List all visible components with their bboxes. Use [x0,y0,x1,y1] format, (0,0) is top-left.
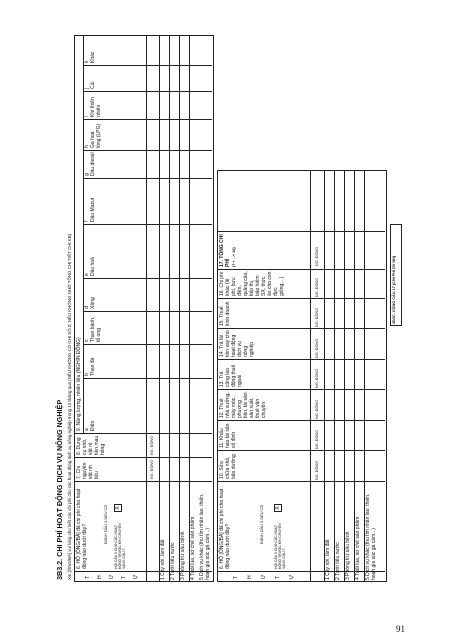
table-row: 1 Cày xới, làm đất [325,539,331,580]
table-row: 5 Dịch vụ khác (thu tỉm nhân lao. thiến, hoạn gia súc gà cầm...) [365,493,377,580]
col12-header: 12. Thuê nhà xưởng, máy móc, phương tiện, tài sản sản xuất, thuê vận chuyển [219,392,267,418]
table-row: 1 Cày xới, làm đất [160,539,166,580]
unit-label: NG. ĐỒNG [315,368,319,388]
total-label: 3B3C. CỘNG CẦU 17 (CHI PHÍ DV NN) [392,255,396,324]
col11-header: 11. Khấu hao tài sản cố định [219,423,237,448]
unit-label: NG. ĐỒNG [315,277,319,297]
subcol-natural-gas: i Khí thiên nhiên [84,97,102,117]
subcol-mazut: f Dầu Mazut [84,197,96,222]
stt-letter: T [85,575,91,579]
unit-label: NG. ĐỒNG [315,307,319,327]
subcol-electric: a Điện [84,420,96,431]
table-row: 3 Phòng trừ sâu bệnh [180,531,186,580]
page-title: 3B3.2. CHI PHÍ HOẠT ĐỘNG DỊCH VỤ NÔNG NGHIỆP [55,399,64,580]
col10-header: 10. Sửa chữa nhỏ, bảo dưỡng [219,454,237,479]
subcol-diesel: g Dầu diesel [84,152,96,176]
col13-header: 13. Trả công lao động thuê ngoài [219,364,243,387]
stt-letter: H [247,575,253,579]
col16-header: 16. Chi phí khác (lệ phí, bưu điện, quảng cáo, tiếp thị, bảo hiểm SX, thức ăn cho con đực giống,...) [219,271,285,296]
col7-header: 7. Chi nguyên vật nh liệu [76,462,100,479]
table-row: 2 Tưới tiêu nước [170,542,176,580]
stt-letter: Ự [133,574,139,579]
unit-label: NG. ĐỒNG [150,459,154,479]
checkbox[interactable]: X [274,504,282,512]
subcol-gasoline: d Xăng [84,297,96,309]
unit-label: NG. ĐỒNG [315,246,319,266]
table-row: 2 Tưới tiêu nước [335,542,341,580]
col15-header: 15. Thuế kinh doanh [219,301,231,326]
table-row: 3 Phòng trừ sâu bệnh [345,531,351,580]
stt-letter: H [97,575,103,579]
col8-header: 8. Dụng cụ nhỏ, vật rẻ tiền mau hỏng [76,435,106,455]
table-row: 5 Dịch vụ khác (thu tỉm nhân lao. thiến, hoạn gia súc gà cầm...) [199,493,211,580]
subcol-kerosene: e Dầu hoả [84,257,96,276]
col6-header: 6. HỘ [ÔNG/BÀ] đã chi phí cho hoạt động nào dưới đây? [76,488,88,569]
stt-letter: Ứ [109,574,115,579]
subcol-briquette: c Than bánh, tổ ong [84,316,102,342]
rotated-page [52,26,402,586]
unit-label: NG. ĐỒNG [315,399,319,419]
unit-label: NG. ĐỒNG [315,338,319,358]
col14-header: 14. Trả lãi tiền vay cho hoạt động dịch vụ nông nghiệp [219,330,255,357]
stt-letter: Ự [289,574,295,579]
subcol-coal: b Than đá [84,357,96,376]
col6-note: HỎI CẦU 6 CHO CÁC HOẠT ĐỘNG TRƯỚC KHI CHUYỂN SANG CẦU 7 [114,523,127,569]
mark-instruction: ĐÁNH DẤU X NẾU CÓ [104,504,108,544]
col6-note: HỎI CẦU 6 CHO CÁC HOẠT ĐỘNG TRƯỚC KHI CHUYỂN SANG CẦU 7 [274,523,287,569]
col6-header: 6. HỘ [ÔNG/BÀ] đã chi phí cho hoạt động nào dưới đây? [219,488,231,569]
stt-letter: Ứ [261,574,267,579]
checkbox[interactable]: X [114,504,122,512]
col17-header: 17. TỔNG CHI PHÍ (7 + ...+ 16) [219,234,236,267]
subcol-other: k Khác [84,51,96,63]
unit-label: NG. ĐỒNG [315,429,319,449]
stt-letter: T [275,575,281,579]
unit-label: NG. ĐỒNG [150,435,154,455]
table-row: 4 Tuốt lúa, sơ chế sản phẩm [355,516,361,580]
page-subtitle: Xin [ÔNG/BÀ] vui lòng cho biết các chi phí cho các hoạt động dịch vụ nông nghiệp trong 12 tháng qua (NẾU KHÔNG CÓ GHI SỐ 0; NẾU KHÔNG NHỚ TỔNG CHI TIẾT CHI KB) [67,233,72,580]
unit-label: NG. ĐỒNG [315,460,319,480]
subcol-firewood: j Củi [84,81,96,89]
table-row: 4 Tuốt lúa, sơ chế sản phẩm [190,516,196,580]
stt-letter: T [121,575,127,579]
subcol-lpg: h Ga hoá lỏng (LPG) [84,123,102,148]
stt-letter: T [233,575,239,579]
mark-instruction: ĐÁNH DẤU X NẾU CÓ [260,504,264,544]
col9-header: 9. Năng lượng, nhiên liệu (NGHÌN ĐỒNG) [76,337,82,431]
page-number: 91 [396,624,405,634]
